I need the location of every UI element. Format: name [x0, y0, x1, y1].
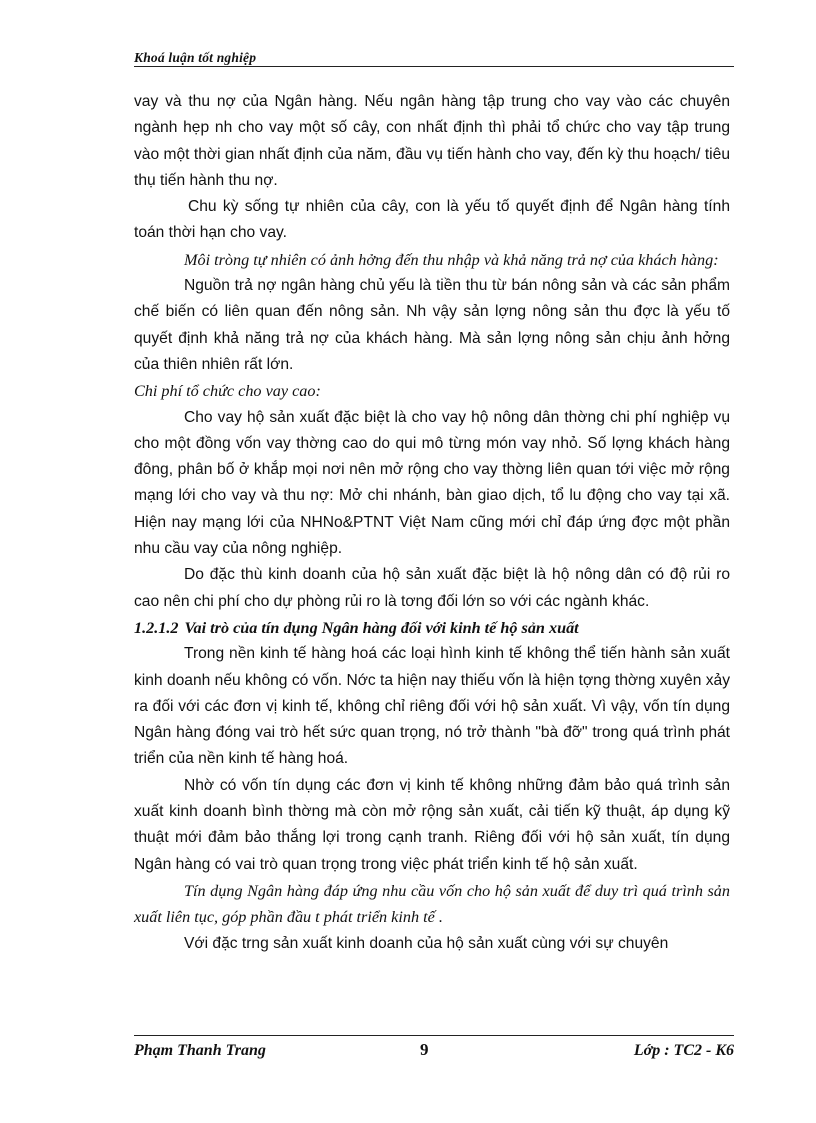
footer-divider — [134, 1035, 734, 1036]
paragraph: Với đặc trng sản xuất kinh doanh của hộ sản xuất cùng với sự chuyên — [184, 934, 669, 952]
paragraph: Do đặc thù kinh doanh của hộ sản xuất đặc biệt là hộ nông dân có độ rủi ro cao nên chi phí cho dự phòng rủi ro là tơng đối lớn so với các ngành khác. — [134, 566, 730, 610]
page-footer — [134, 1040, 734, 1064]
paragraph: vay và thu nợ của Ngân hàng. Nếu ngân hàng tập trung cho vay vào các chuyên ngành hẹp nh cho vay một số cây, con nhất định thì phải tổ chức cho vay tập trung vào một thời gian nhất định của năm, đầu vụ tiến hành cho vay, đến kỳ thu hoạch/ tiêu thụ tiến hành thu nợ. — [134, 93, 730, 189]
section-heading — [134, 615, 730, 641]
header-title: Khoá luận tốt nghiệp — [134, 50, 257, 65]
section-number: 1.2.1.2 — [134, 618, 179, 637]
paragraph: Cho vay hộ sản xuất đặc biệt là cho vay hộ nông dân thờng chi phí nghiệp vụ cho một đồng vốn vay thờng cao do qui mô từng món vay nhỏ. Số lợng khách hàng đông, phân bố ở khắp mọi nơi nên mở rộng cho vay thờng liên quan tới việc mở rộng mạng lới cho vay và thu nợ: Mở chi nhánh, bàn giao dịch, tổ lu động cho vay tại xã. Hiện nay mạng lới của NHNo&PTNT Việt Nam cũng mới chỉ đáp ứng đợc một phần nhu cầu vay của nông nghiệp. — [134, 408, 730, 558]
footer-class: Lớp : TC2 - K6 — [633, 1042, 734, 1059]
section-title: Vai trò của tín dụng Ngân hàng đối với kinh tế hộ sản xuất — [184, 618, 579, 637]
paragraph: Chu kỳ sống tự nhiên của cây, con là yếu tố quyết định để Ngân hàng tính toán thời hạn cho vay. — [134, 198, 730, 242]
footer-author: Phạm Thanh Trang — [134, 1042, 266, 1059]
document-body — [134, 89, 730, 957]
italic-subheading: Môi tròng tự nhiên có ảnh hởng đến thu nhập và khả năng trả nợ của khách hàng: — [184, 250, 719, 269]
italic-subheading: Tín dụng Ngân hàng đáp ứng nhu cầu vốn cho hộ sản xuất để duy trì quá trình sản xuất liên tục, góp phần đầu t phát triển kinh tế . — [134, 881, 730, 927]
paragraph: Nhờ có vốn tín dụng các đơn vị kinh tế không những đảm bảo quá trình sản xuất kinh doanh bình thờng mà còn mở rộng sản xuất, cải tiến kỹ thuật, áp dụng kỹ thuật mới đảm bảo thắng lợi trong cạnh tranh. Riêng đối với hộ sản xuất, tín dụng Ngân hàng có vai trò quan trọng trong việc phát triển kinh tế hộ sản xuất. — [134, 776, 730, 873]
page-header — [134, 50, 734, 67]
paragraph: Nguồn trả nợ ngân hàng chủ yếu là tiền thu từ bán nông sản và các sản phẩm chế biến có liên quan đến nông sản. Nh vậy sản lợng nông sản thu đợc là yếu tố quyết định khả năng trả nợ của khách hàng. Mà sản lợng nông sản chịu ảnh hởng của thiên nhiên rất lớn. — [134, 277, 730, 373]
page-number: 9 — [420, 1040, 429, 1059]
italic-subheading: Chi phí tổ chức cho vay cao: — [134, 382, 321, 401]
paragraph: Trong nền kinh tế hàng hoá các loại hình kinh tế không thể tiến hành sản xuất kinh doanh nếu không có vốn. Nớc ta hiện nay thiếu vốn là hiện tợng thờng xuyên xảy ra đối với các đơn vị kinh tế, không chỉ riêng đối với hộ sản xuất. Vì vậy, vốn tín dụng Ngân hàng đóng vai trò hết sức quan trọng, nó trở thành "bà đỡ" trong quá trình phát triển của nền kinh tế hàng hoá. — [134, 645, 730, 768]
